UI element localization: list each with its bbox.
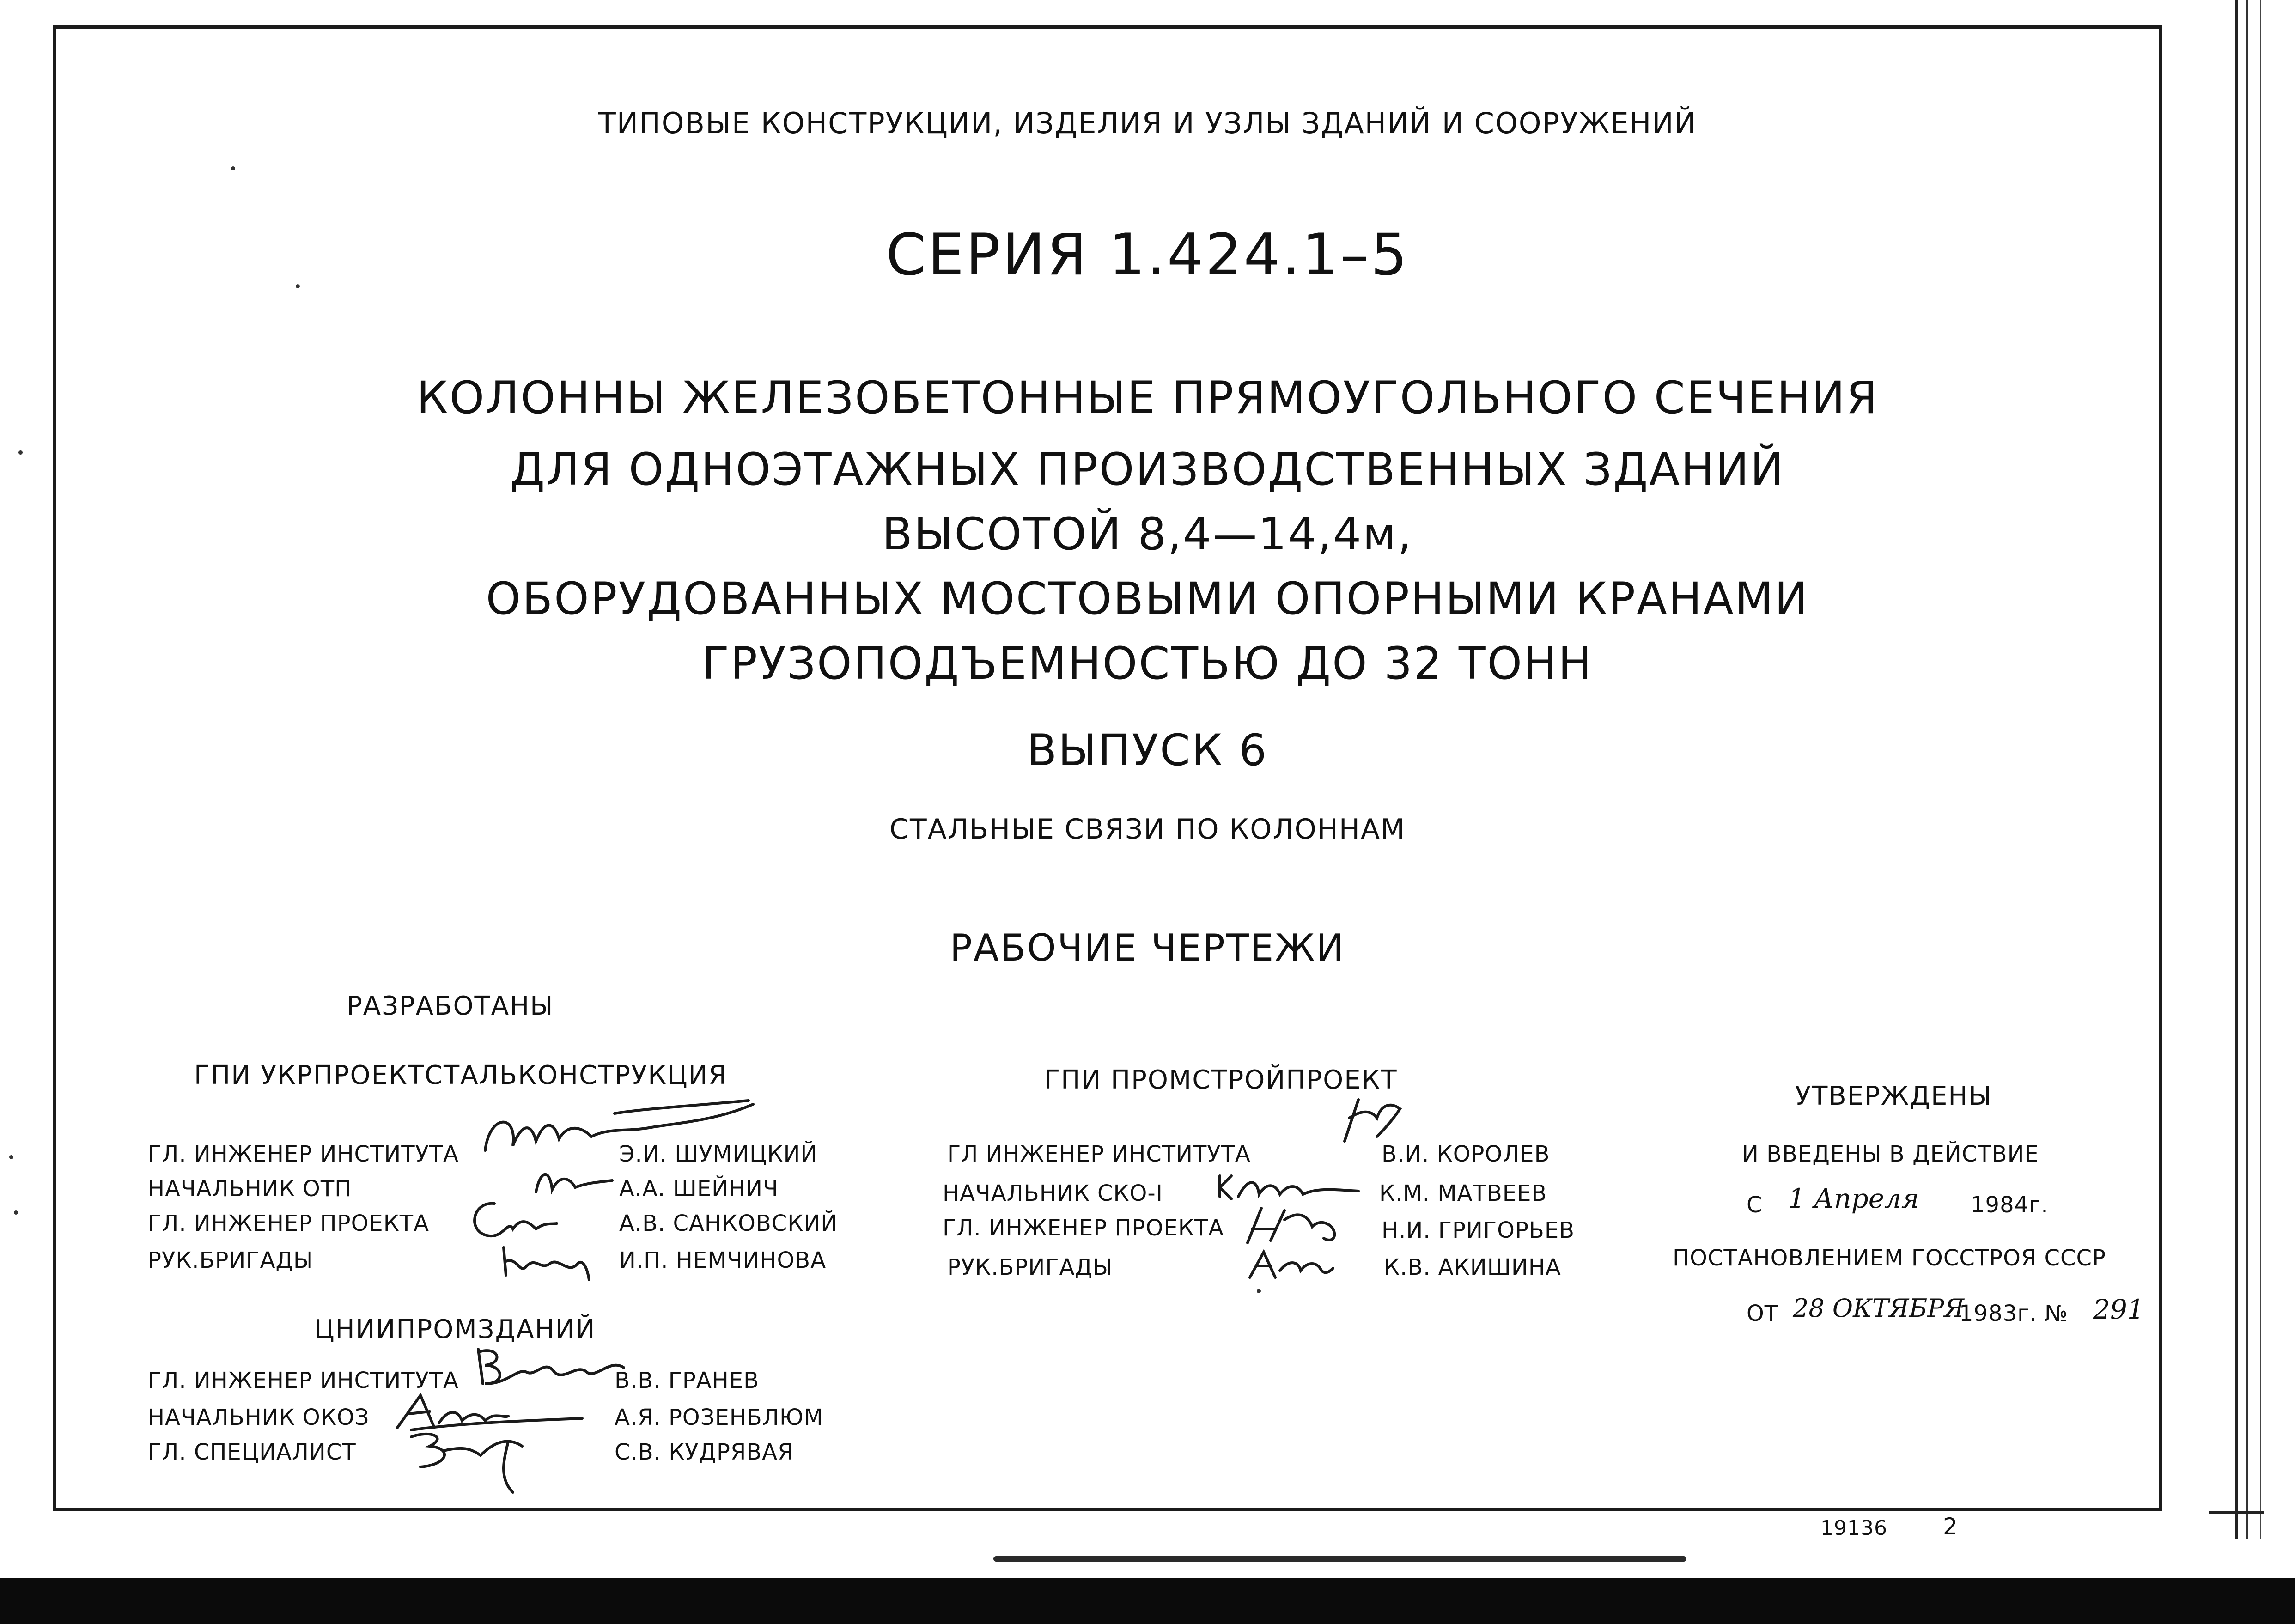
org2-role: ГЛ ИНЖЕНЕР ИНСТИТУТА [947, 1141, 1251, 1167]
org2-name: ГПИ ПРОМСТРОЙПРОЕКТ [1044, 1065, 1398, 1095]
org2-role: РУК.БРИГАДЫ [947, 1254, 1113, 1280]
org3-role: ГЛ. ИНЖЕНЕР ИНСТИТУТА [148, 1368, 459, 1393]
org1-person: И.П. НЕМЧИНОВА [619, 1247, 827, 1273]
scan-speck [1257, 1289, 1261, 1293]
org3-role: НАЧАЛЬНИК ОКОЗ [148, 1405, 370, 1430]
org3-person: С.В. КУДРЯВАЯ [615, 1439, 794, 1465]
approval-heading: УТВЕРЖДЕНЫ [1795, 1081, 1992, 1111]
org2-person: К.М. МАТВЕЕВ [1379, 1180, 1547, 1206]
org2-person: К.В. АКИШИНА [1384, 1254, 1561, 1280]
signature [1243, 1243, 1335, 1284]
approval-decree-prefix: ОТ [1747, 1301, 1779, 1326]
scan-edge-line [2209, 1511, 2264, 1514]
approval-line: И ВВЕДЕНЫ В ДЕЙСТВИЕ [1742, 1141, 2039, 1167]
title-line-1: КОЛОННЫ ЖЕЛЕЗОБЕТОННЫЕ ПРЯМОУГОЛЬНОГО СЕЧЕНИЯ [416, 372, 1879, 424]
title-line-4: ОБОРУДОВАННЫХ МОСТОВЫМИ ОПОРНЫМИ КРАНАМИ [486, 573, 1809, 625]
org1-person: Э.И. ШУМИЦКИЙ [619, 1141, 818, 1167]
signature [393, 1391, 587, 1432]
title-line-5: ГРУЗОПОДЪЕМНОСТЬЮ ДО 32 ТОНН [702, 638, 1593, 689]
signature [471, 1340, 638, 1391]
org2-role: ГЛ. ИНЖЕНЕР ПРОЕКТА [943, 1215, 1224, 1241]
approval-decree-number-handwritten: 291 [2093, 1294, 2144, 1325]
approval-date-year: 1984г. [1971, 1192, 2049, 1218]
org1-role: НАЧАЛЬНИК ОТП [148, 1176, 352, 1202]
org2-person: Н.И. ГРИГОРЬЕВ [1382, 1217, 1575, 1243]
title-line-3: ВЫСОТОЙ 8,4—14,4м, [882, 508, 1413, 560]
org1-person: А.А. ШЕЙНИЧ [619, 1176, 779, 1202]
org1-name: ГПИ УКРПРОЕКТСТАЛЬКОНСТРУКЦИЯ [194, 1060, 728, 1090]
signature [1238, 1201, 1345, 1247]
scan-shadow [993, 1556, 1686, 1562]
org1-role: ГЛ. ИНЖЕНЕР ИНСТИТУТА [148, 1141, 459, 1167]
scan-speck [9, 1155, 13, 1159]
scan-dark-band [0, 1578, 2295, 1624]
org1-role: РУК.БРИГАДЫ [148, 1247, 314, 1273]
approval-date-prefix: С [1747, 1192, 1763, 1218]
org3-role: ГЛ. СПЕЦИАЛИСТ [148, 1439, 356, 1465]
sheet-number: 2 [1943, 1513, 1958, 1540]
org3-person: А.Я. РОЗЕНБЛЮМ [615, 1405, 824, 1430]
issue-subtitle: СТАЛЬНЫЕ СВЯЗИ ПО КОЛОННАМ [889, 813, 1406, 845]
signature [1331, 1090, 1409, 1150]
scan-speck [231, 166, 235, 170]
issue-number: ВЫПУСК 6 [1027, 725, 1268, 776]
approval-decree-year: 1983г. № [1959, 1301, 2068, 1326]
signature [531, 1164, 615, 1197]
org3-person: В.В. ГРАНЕВ [615, 1368, 760, 1393]
org2-role: НАЧАЛЬНИК СКО-I [943, 1180, 1163, 1206]
work-drawings-label: РАБОЧИЕ ЧЕРТЕЖИ [950, 926, 1345, 969]
org1-role: ГЛ. ИНЖЕНЕР ПРОЕКТА [148, 1210, 429, 1236]
signature [499, 1238, 591, 1284]
signature [402, 1428, 545, 1497]
series-number: СЕРИЯ 1.424.1–5 [886, 222, 1409, 288]
supertitle: ТИПОВЫЕ КОНСТРУКЦИИ, ИЗДЕЛИЯ И УЗЛЫ ЗДАНИЙ И СООРУЖЕНИЙ [598, 106, 1697, 140]
org2-person: В.И. КОРОЛЕВ [1382, 1141, 1550, 1167]
approval-decree: ПОСТАНОВЛЕНИЕМ ГОССТРОЯ СССР [1673, 1245, 2106, 1271]
approval-date-handwritten: 1 Апреля [1788, 1183, 1919, 1214]
scan-speck [14, 1210, 18, 1215]
approval-decree-date-handwritten: 28 ОКТЯБРЯ [1793, 1294, 1965, 1323]
org1-person: А.В. САНКОВСКИЙ [619, 1210, 838, 1236]
archive-number: 19136 [1820, 1516, 1887, 1540]
signature [476, 1095, 762, 1164]
signature [1211, 1169, 1363, 1206]
title-line-2: ДЛЯ ОДНОЭТАЖНЫХ ПРОИЗВОДСТВЕННЫХ ЗДАНИЙ [510, 444, 1785, 495]
developed-by-label: РАЗРАБОТАНЫ [347, 991, 554, 1021]
org3-name: ЦНИИПРОМЗДАНИЙ [314, 1314, 596, 1344]
signature [462, 1197, 559, 1243]
